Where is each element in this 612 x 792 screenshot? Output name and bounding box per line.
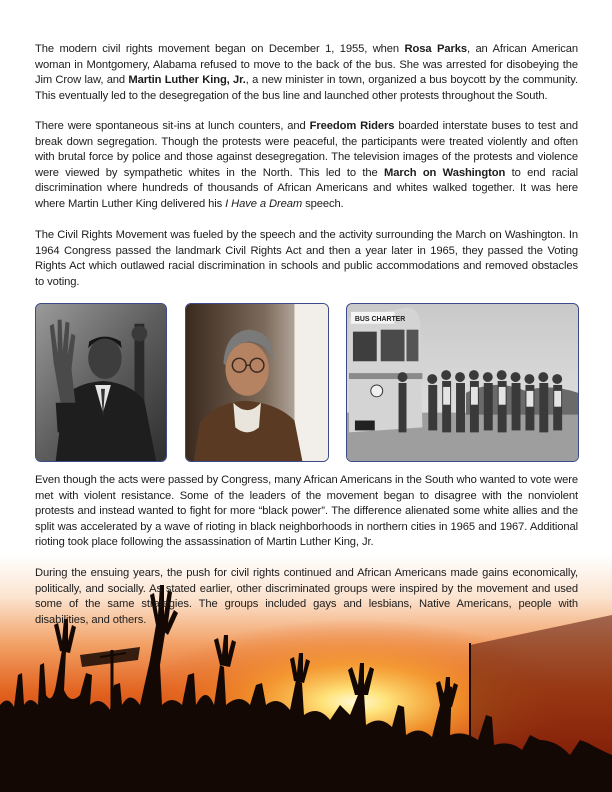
paragraph-5: [35, 566, 578, 628]
i-have-a-dream-italic: I Have a Dream: [225, 197, 303, 210]
mlk-photo: [35, 303, 167, 462]
p3-text: The Civil Rights Movement was fueled by the speech and the activity surrounding the March on Washington. In 1964 Congress passed the landmark Civil Rights Act and then a year later in 1965, they passed the Voting Rights Act which outlawed racial discrimination in schools and public accommodations and removed obstacles to voting.: [35, 229, 578, 288]
freedom-riders-photo: [346, 303, 579, 462]
p1-text-3: , a new minister in town, organized a bus boycott by the community. This eventually led to the desegregation of the bus line and launched other protests throughout the South.: [35, 74, 578, 102]
p2-text-4: speech.: [302, 197, 344, 210]
p1-text-2: , an African American woman in Montgomery, Alabama refused to move to the back of the bus. She was arrested for disobeying the Jim Crow law, and: [35, 43, 578, 87]
paragraph-3: [35, 228, 578, 290]
march-on-washington-bold: March on Washington: [384, 166, 506, 179]
p5-text: During the ensuing years, the push for civil rights continued and African Americans made gains economically, politically, and socially. As stated earlier, other discriminated groups were inspired by the movement and used some of the same strategies. The groups included gays and lesbians, Native Americans, people with disabilities, and others.: [35, 567, 578, 626]
p2-text-2: boarded interstate buses to test and break down segregation. Though the protests were peaceful, the participants were treated violently and often with brutal force by police and those against desegregation. The television images of the protests and violence were viewed by sympathetic whites in the North. This led to the: [35, 120, 578, 179]
paragraph-2: [35, 119, 578, 213]
rosa-parks-photo: [185, 303, 329, 462]
freedom-riders-bold: Freedom Riders: [309, 120, 395, 132]
p1-text-1: The modern civil rights movement began on December 1, 1955, when: [35, 43, 405, 55]
paragraph-1: [35, 42, 578, 104]
rosa-parks-bold: Rosa Parks: [404, 43, 467, 55]
bus-sign: BUS CHARTER: [354, 315, 406, 323]
p4-text: Even though the acts were passed by Congress, many African Americans in the South who wanted to vote were met with violent resistance. Some of the leaders of the movement began to disagree with the nonviolent protests and instead wanted to fight for more “black power”. The difference alienated some white allies and the split was accelerated by a wave of rioting in black neighborhoods in northern cities in 1965 and 1967. Additional rioting took place following the assassination of Martin Luther King, Jr.: [35, 474, 578, 549]
p2-text-1: There were spontaneous sit-ins at lunch counters, and: [35, 120, 310, 132]
p2-text-3: to end racial discrimination where hundreds of thousands of African Americans and whites walked together. It was here where Martin Luther King delivered his: [35, 166, 578, 210]
paragraph-4: [35, 473, 578, 551]
mlk-bold: Martin Luther King, Jr.: [128, 74, 246, 87]
